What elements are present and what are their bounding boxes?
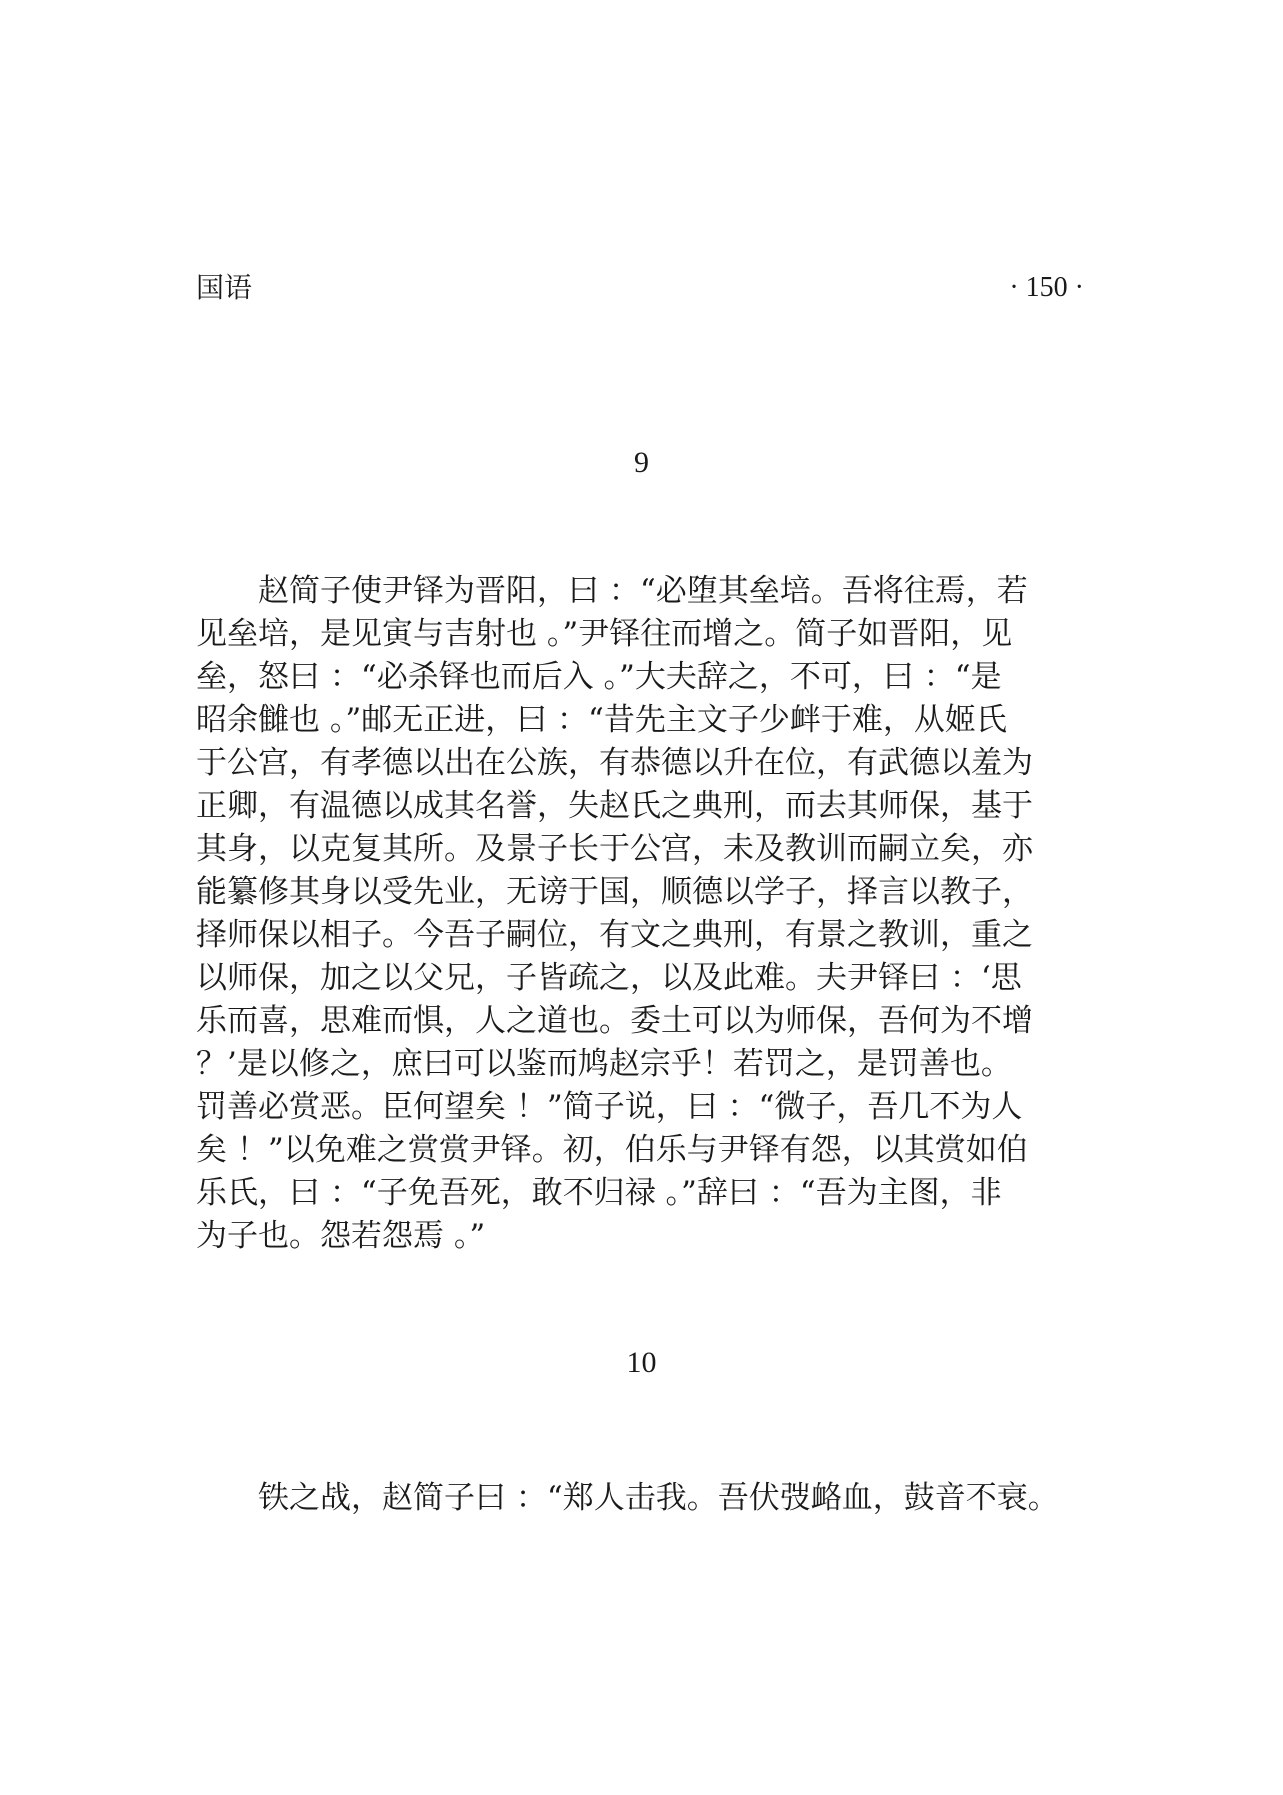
text-line: 于公宫，有孝德以出在公族，有恭德以升在位，有武德以羞为 [196, 745, 1033, 781]
text-line: 垒，怒曰 ：“必杀铎也而后入 。”大夫辞之，不可，曰 ：“是 [196, 659, 1002, 695]
text-line: ？’是以修之，庶曰可以鉴而鸠赵宗乎！若罚之，是罚善也。 [196, 1046, 1012, 1082]
text-line: 正卿，有温德以成其名誉，失赵氏之典刑，而去其师保，基于 [196, 788, 1033, 824]
text-line: 能纂修其身以受先业，无谤于国，顺德以学子，择言以教子， [196, 874, 1033, 910]
book-title: 国语 [196, 271, 253, 304]
text-line: 见垒培，是见寅与吉射也 。”尹铎往而增之。简子如晋阳，见 [196, 616, 1013, 652]
text-line: 其身，以克复其所。及景子长于公宫，未及教训而嗣立矣，亦 [196, 831, 1033, 867]
text-line: 铁之战，赵简子曰 ：“郑人击我。吾伏弢衉血，鼓音不衰。 [196, 1480, 1059, 1516]
text-line: 赵简子使尹铎为晋阳，曰 ：“必堕其垒培。吾将往焉，若 [196, 573, 1028, 609]
section-number-10: 10 [626, 1346, 657, 1379]
section-9-text [196, 570, 1096, 1258]
text-line: 罚善必赏恶。臣何望矣 ！”简子说，曰 ：“微子，吾几不为人 [196, 1089, 1023, 1125]
section-10-text [196, 1477, 1096, 1520]
text-line: 为子也。怨若怨焉 。” [196, 1218, 486, 1254]
text-line: 矣 ！”以免难之赏赏尹铎。初，伯乐与尹铎有怨，以其赏如伯 [196, 1132, 1028, 1168]
text-line: 乐而喜，思难而惧，人之道也。委土可以为师保，吾何为不增 [196, 1003, 1033, 1039]
text-line: 乐氏，曰 ：“子免吾死，敢不归禄 。”辞曰 ：“吾为主图，非 [196, 1175, 1002, 1211]
page-header [196, 268, 1084, 308]
text-line: 择师保以相子。今吾子嗣位，有文之典刑，有景之教训，重之 [196, 917, 1033, 953]
section-number-9: 9 [634, 446, 649, 479]
page-number: · 150 · [1009, 272, 1084, 303]
text-line: 以师保，加之以父兄，子皆疏之，以及此难。夫尹铎曰 ：‘思 [196, 960, 1022, 996]
text-line: 昭余雠也 。”邮无正进，曰 ：“昔先主文子少衅于难，从姬氏 [196, 702, 1007, 738]
